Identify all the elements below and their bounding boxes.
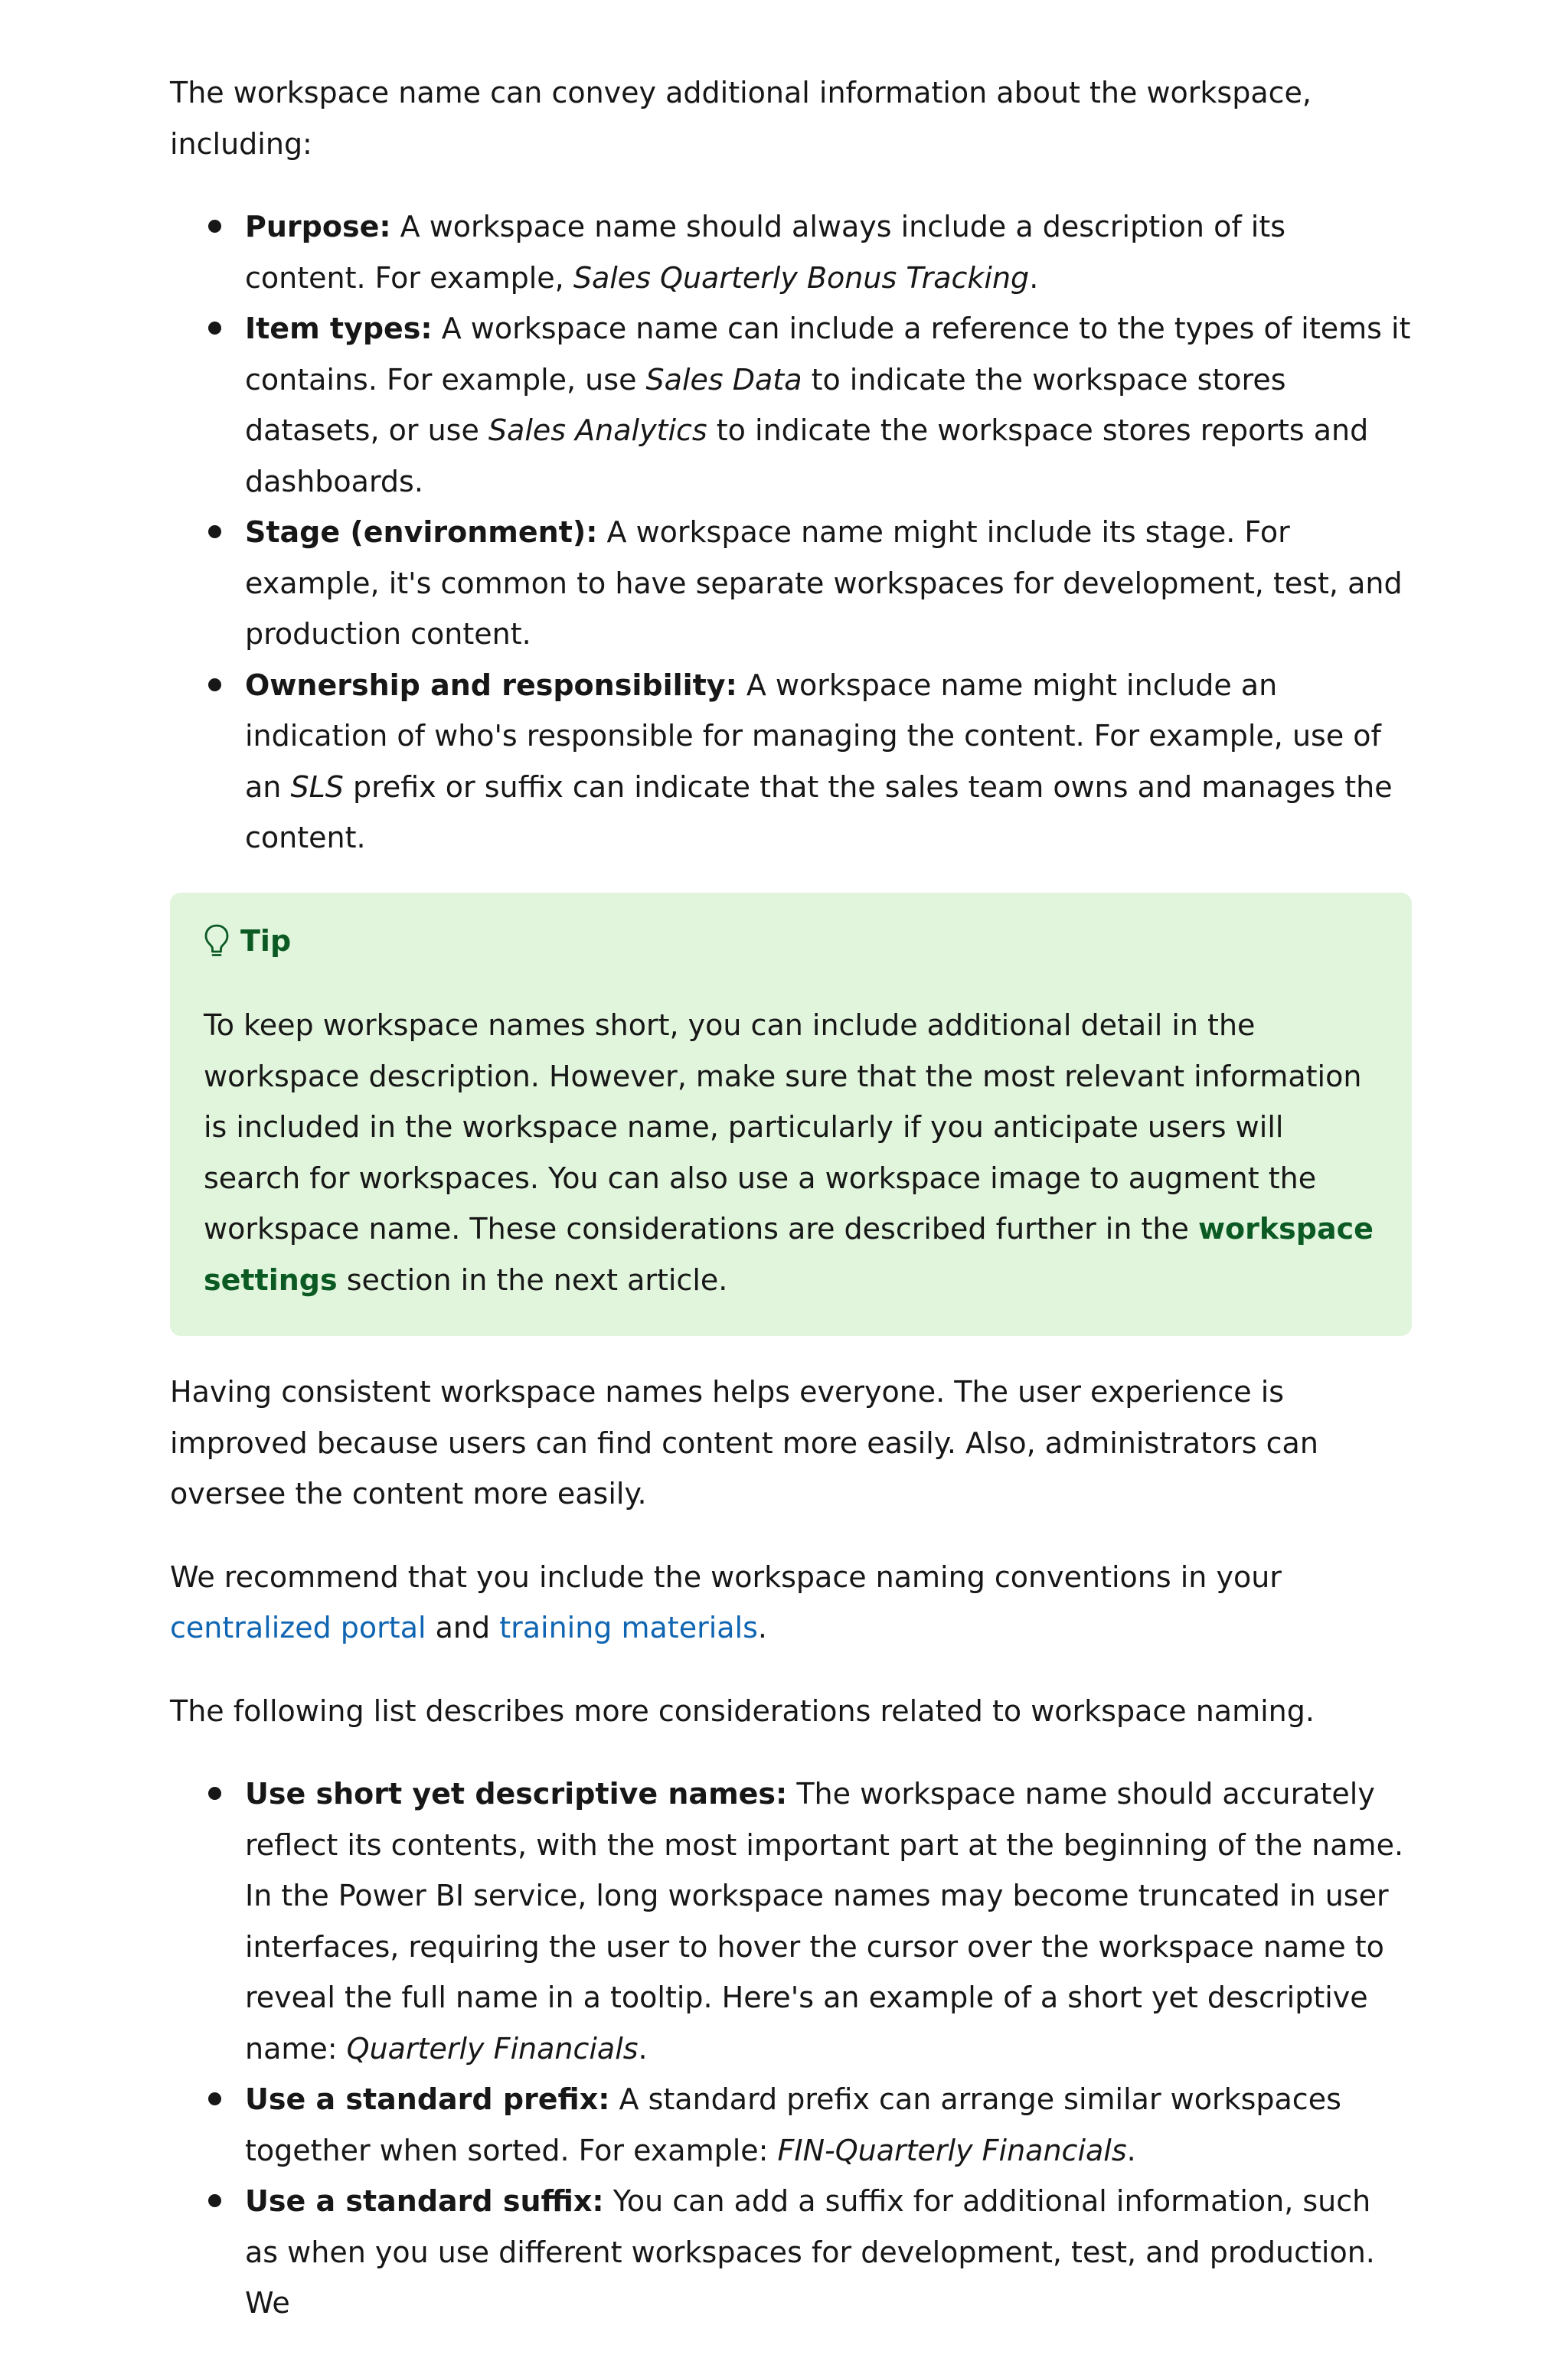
naming-considerations-list (170, 1768, 1412, 2329)
list-item-label: Item types: (245, 312, 433, 345)
list-item-label: Use a standard suffix: (245, 2184, 604, 2218)
recommendation-paragraph: We recommend that you include the workspace naming conventions in your centralized portal and training materials. (170, 1559, 1282, 1644)
tip-header (204, 916, 1378, 967)
centralized-portal-link[interactable]: centralized portal (170, 1611, 426, 1644)
intro-paragraph: The workspace name can convey additional information about the workspace, including: (170, 76, 1312, 161)
list-item-stage: Stage (environment): A workspace name might include its stage. For example, it's common to have separate workspaces for development, test, and production content. (245, 507, 1412, 660)
list-item-standard-suffix: Use a standard suffix: You can add a suffix for additional information, such as when you use different workspaces for development, test, and production. We (245, 2176, 1412, 2329)
list-item-standard-prefix: Use a standard prefix: A standard prefix can arrange similar workspaces together when sorted. For example: FIN-Quarterly Financials. (245, 2074, 1412, 2176)
list-item-purpose: Purpose: A workspace name should always include a description of its content. For example, Sales Quarterly Bonus Tracking. (245, 201, 1412, 303)
tip-body: To keep workspace names short, you can include additional detail in the workspace description. However, make sure that the most relevant information is included in the workspace name, particularly if you anticipate users will search for workspaces. You can also use a workspace image to augment the workspace name. These considerations are described further in the workspace settings section in the next article. (204, 1008, 1374, 1297)
list-item-item-types: Item types: A workspace name can include a reference to the types of items it contains. For example, use Sales Data to indicate the workspace stores datasets, or use Sales Analytics to indicate the workspace stores reports and dashboards. (245, 303, 1412, 507)
training-materials-link[interactable]: training materials (499, 1611, 758, 1644)
consistency-paragraph: Having consistent workspace names helps everyone. The user experience is improved because users can find content more easily. Also, administrators can oversee the content more easily. (170, 1375, 1318, 1510)
list-item-short-names: Use short yet descriptive names: The workspace name should accurately reflect its contents, with the most important part at the beginning of the name. In the Power BI service, long workspace names may become truncated in user interfaces, requiring the user to hover the cursor over the workspace name to reveal the full name in a tooltip. Here's an example of a short yet descriptive name: Quarterly Financials. (245, 1768, 1412, 2074)
workspace-settings-link[interactable]: workspace settings (204, 1212, 1374, 1297)
workspace-info-list (170, 201, 1412, 864)
list-item-ownership: Ownership and responsibility: A workspace name might include an indication of who's responsible for managing the content. For example, use of an SLS prefix or suffix can indicate that the sales team owns and manages the content. (245, 660, 1412, 864)
list-item-label: Use a standard prefix: (245, 2082, 610, 2116)
list-item-label: Stage (environment): (245, 515, 598, 549)
list-item-label: Use short yet descriptive names: (245, 1777, 788, 1811)
considerations-intro-paragraph: The following list describes more considerations related to workspace naming. (170, 1693, 1315, 1728)
article-content (170, 67, 1412, 2358)
tip-title: Tip (240, 923, 292, 958)
list-item-label: Purpose: (245, 210, 391, 243)
tip-callout (170, 893, 1412, 1337)
list-item-label: Ownership and responsibility: (245, 668, 737, 702)
lightbulb-icon (204, 923, 230, 959)
